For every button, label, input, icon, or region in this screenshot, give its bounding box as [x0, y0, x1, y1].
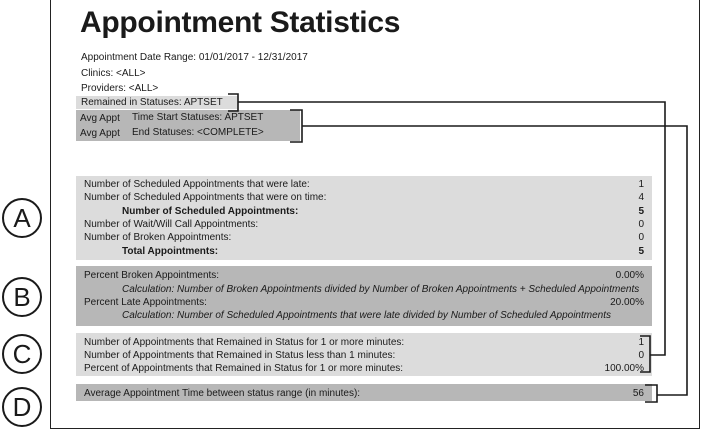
ontime-value: 4	[638, 192, 644, 203]
pct-remained-value: 100.00%	[604, 363, 644, 374]
late-label: Number of Scheduled Appointments that were late:	[84, 179, 310, 190]
remained-1plus-label: Number of Appointments that Remained in Status for 1 or more minutes:	[84, 337, 405, 348]
pct-broken-label: Percent Broken Appointments:	[84, 270, 220, 281]
marker-a: A	[2, 198, 42, 238]
calc-late: Calculation: Number of Scheduled Appointments that were late divided by Number of Scheduled Appointments	[122, 310, 611, 321]
remained-less1-label: Number of Appointments that Remained in Status less than 1 minutes:	[84, 350, 396, 361]
c-value-bracket	[640, 336, 650, 372]
marker-c: C	[2, 334, 42, 374]
marker-b: B	[2, 277, 42, 317]
avg-time-value: 56	[632, 388, 644, 399]
avg-start-prefix: Avg Appt	[80, 113, 120, 124]
scheduled-value: 5	[638, 206, 644, 217]
avg-to-d-line	[302, 126, 687, 395]
avg-bracket	[290, 110, 302, 142]
pct-remained-label: Percent of Appointments that Remained in Status for 1 or more minutes:	[84, 363, 404, 374]
clinics-filter: Clinics: <ALL>	[81, 68, 146, 79]
pct-broken-value: 0.00%	[615, 270, 644, 281]
ontime-label: Number of Scheduled Appointments that were on time:	[84, 192, 327, 203]
d-value-bracket	[645, 385, 657, 402]
broken-label: Number of Broken Appointments:	[84, 232, 232, 243]
avg-end-prefix: Avg Appt	[80, 128, 120, 139]
scheduled-label: Number of Scheduled Appointments:	[122, 206, 299, 217]
total-value: 5	[638, 246, 644, 257]
report-title: Appointment Statistics	[80, 6, 401, 39]
wait-value: 0	[638, 219, 644, 230]
calc-broken: Calculation: Number of Broken Appointments divided by Number of Broken Appointments + Scheduled Appointments	[122, 284, 640, 295]
late-value: 1	[638, 179, 644, 190]
broken-value: 0	[638, 232, 644, 243]
remained-statuses: Remained in Statuses: APTSET	[81, 97, 223, 108]
total-label: Total Appointments:	[122, 246, 219, 257]
marker-d: D	[2, 387, 42, 427]
avg-time-label: Average Appointment Time between status range (in minutes):	[84, 388, 361, 399]
date-range: Appointment Date Range: 01/01/2017 - 12/31/2017	[81, 52, 308, 63]
providers-filter: Providers: <ALL>	[81, 83, 159, 94]
remained-1plus-value: 1	[638, 337, 644, 348]
remained-less1-value: 0	[638, 350, 644, 361]
remained-bracket	[228, 94, 238, 111]
pct-late-value: 20.00%	[610, 297, 644, 308]
avg-end-statuses: End Statuses: <COMPLETE>	[132, 127, 264, 138]
wait-label: Number of Wait/Will Call Appointments:	[84, 219, 259, 230]
avg-start-statuses: Time Start Statuses: APTSET	[132, 112, 264, 123]
pct-late-label: Percent Late Appointments:	[84, 297, 207, 308]
